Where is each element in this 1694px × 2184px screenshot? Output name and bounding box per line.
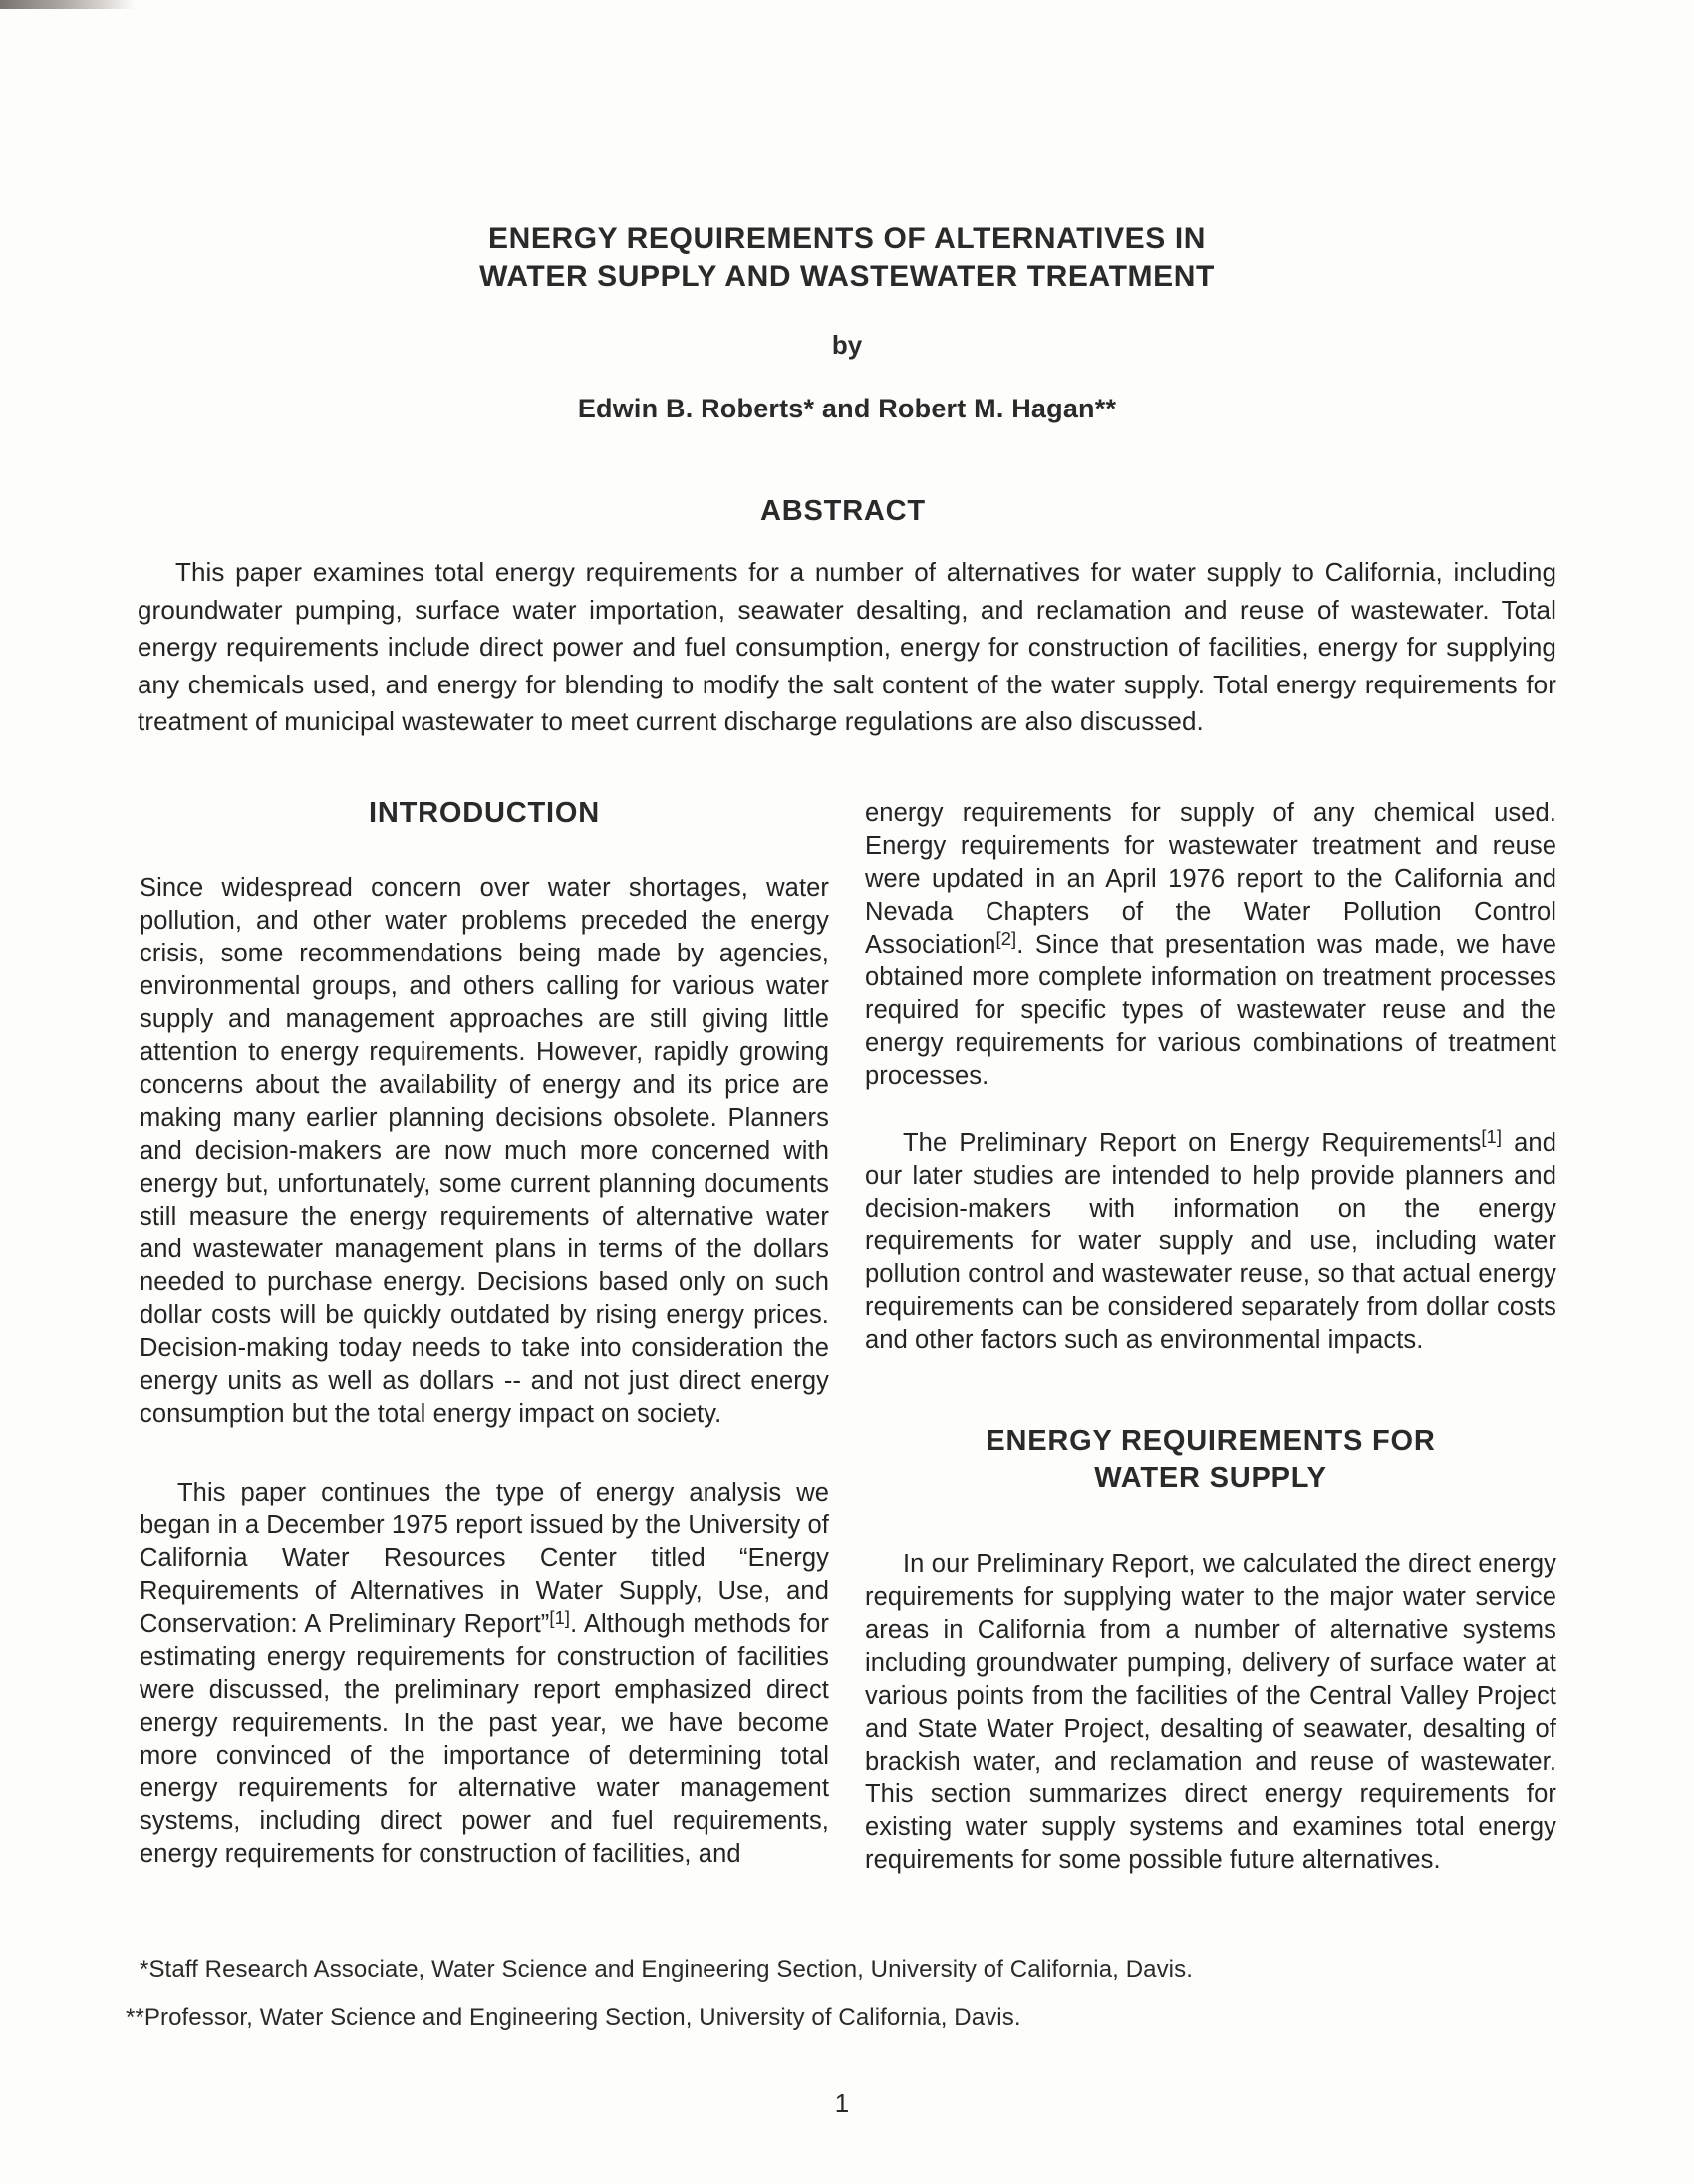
right-column bbox=[865, 797, 1556, 1877]
authors: Edwin B. Roberts* and Robert M. Hagan** bbox=[577, 394, 1117, 423]
intro-paragraph-3: The Preliminary Report on Energy Requirements[1] and our later studies are intended to help provide planners and decision-makers with information on the energy requirements for water supply and use, including water pollution control and wastewater reuse, so that actual energy requirements can be considered separately from dollar costs and other factors such as environmental impacts. bbox=[865, 1125, 1556, 1354]
title-line-2: WATER SUPPLY AND WASTEWATER TREATMENT bbox=[479, 260, 1215, 293]
scan-artifact bbox=[0, 0, 135, 9]
title-line-1: ENERGY REQUIREMENTS OF ALTERNATIVES IN bbox=[487, 222, 1207, 255]
document-title bbox=[0, 220, 1694, 296]
intro-paragraph-2-continued: energy requirements for supply of any chemical used. Energy requirements for wastewater treatment and reuse were updated in an April 1976 report to the California and Nevada Chapters of the Water Pollution Control Association[2]. Since that presentation was made, we have obtained more complete information on treatment processes required for specific types of wastewater reuse and the energy requirements for various combinations of treatment processes. bbox=[865, 799, 1556, 1090]
byline: by bbox=[831, 330, 863, 360]
water-supply-heading-line-2: WATER SUPPLY bbox=[1094, 1462, 1327, 1494]
footnotes bbox=[126, 1946, 1471, 2041]
footnote-2: **Professor, Water Science and Engineering Section, University of California, Davis. bbox=[126, 2003, 1021, 2031]
abstract-heading: ABSTRACT bbox=[760, 495, 926, 527]
water-supply-paragraph-1: In our Preliminary Report, we calculated the direct energy requirements for supplying water to the major water service areas in California from a number of alternative systems including groundwater pumping, delivery of surface water at various points from the facilities of the Central Valley Project and State Water Project, desalting of seawater, desalting of brackish water, and reclamation and reuse of wastewater. This section summarizes direct energy requirements for existing water supply systems and examines total energy requirements for some possible future alternatives. bbox=[865, 1550, 1556, 1874]
footnote-1: *Staff Research Associate, Water Science and Engineering Section, University of California, Davis. bbox=[140, 1956, 1193, 1983]
water-supply-heading-line-1: ENERGY REQUIREMENTS FOR bbox=[986, 1425, 1436, 1457]
abstract-text: This paper examines total energy requirements for a number of alternatives for water supply to California, including groundwater pumping, surface water importation, seawater desalting, and reclamation and reuse of wastewater. Total energy requirements include direct power and fuel consumption, energy for construction of facilities, energy for supplying any chemicals used, and energy for blending to modify the salt content of the water supply. Total energy requirements for treatment of municipal wastewater to meet current discharge regulations are also discussed. bbox=[138, 557, 1556, 736]
introduction-heading: INTRODUCTION bbox=[369, 797, 600, 829]
left-column bbox=[140, 797, 829, 1871]
intro-paragraph-2: This paper continues the type of energy analysis we began in a December 1975 report issued by the University of California Water Resources Center titled “Energy Requirements of Alternatives in Water Supply, Use, and Conservation: A Preliminary Report”[1]. Although methods for estimating energy requirements for construction of facilities were discussed, the preliminary report emphasized direct energy requirements. In the past year, we have become more convinced of the importance of determining total energy requirements for alternative water management systems, including direct power and fuel requirements, energy requirements for construction of facilities, and bbox=[140, 1479, 829, 1868]
water-supply-heading bbox=[865, 1423, 1556, 1497]
intro-paragraph-1: Since widespread concern over water shortages, water pollution, and other water problems preceded the energy crisis, some recommendations being made by agencies, environmental groups, and others calling for various water supply and management approaches are still giving little attention to energy requirements. However, rapidly growing concerns about the availability of energy and its price are making many earlier planning decisions obsolete. Planners and decision-makers are now much more concerned with energy but, unfortunately, some current planning documents still measure the energy requirements of alternative water and wastewater management plans in terms of the dollars needed to purchase energy. Decisions based only on such dollar costs will be quickly outdated by rising energy prices. Decision-making today needs to take into consideration the energy units as well as dollars -- and not just direct energy consumption but the total energy impact on society. bbox=[140, 874, 829, 1428]
page-number: 1 bbox=[834, 2088, 850, 2118]
